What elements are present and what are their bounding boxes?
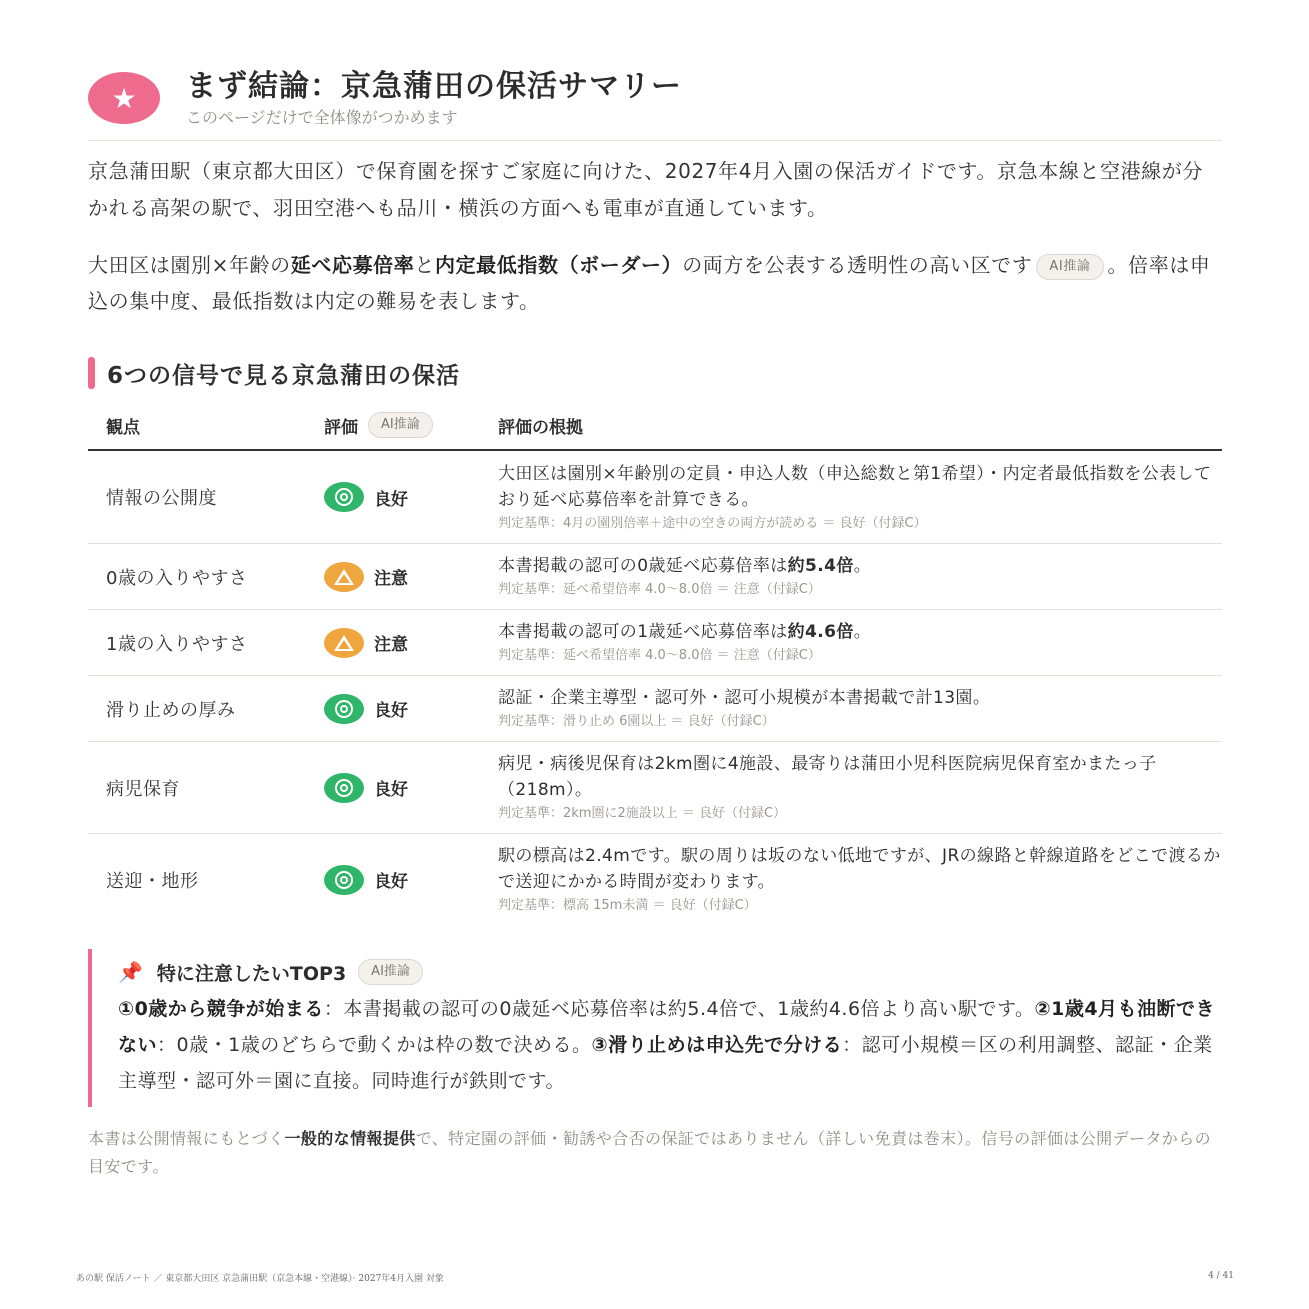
top3-callout xyxy=(88,949,1222,1107)
note-text: で、特定園の評価・勧誘や合否の保証ではありません（詳しい免責は巻末）。信号の評価は公開データからの目安です。 xyxy=(88,1129,1211,1176)
table-row xyxy=(88,610,1222,676)
basis-main: 病児・病後児保育は2km圏に4施設、最寄りは蒲田小児科医院病児保育室かまたっ子（218m）。 xyxy=(498,754,1157,800)
intro-emphasis: 内定最低指数（ボーダー） xyxy=(434,253,683,277)
caution-triangle-icon xyxy=(324,562,364,592)
callout-body xyxy=(118,991,1222,1099)
row-rating xyxy=(306,562,480,592)
note-emphasis: 一般的な情報提供 xyxy=(284,1129,416,1148)
rating-good xyxy=(324,773,408,803)
ai-inference-pill: AI推論 xyxy=(1036,254,1103,280)
table-row xyxy=(88,676,1222,742)
basis-end: 。 xyxy=(853,556,872,576)
rating-good xyxy=(324,482,408,512)
basis-end: 。 xyxy=(853,622,872,642)
footer-breadcrumb: あの駅 保活ノート ／ 東京都大田区 京急蒲田駅（京急本線・空港線）· 2027年4月入園 対象 xyxy=(76,1274,444,1284)
header-text xyxy=(186,68,682,128)
row-rating xyxy=(306,694,480,724)
table-row xyxy=(88,834,1222,925)
row-aspect: 送迎・地形 xyxy=(106,870,199,892)
table-row xyxy=(88,742,1222,834)
row-aspect: 滑り止めの厚み xyxy=(106,699,236,721)
row-basis xyxy=(480,843,1222,916)
intro-text: 大田区は園別×年齢の xyxy=(88,253,291,277)
page-content xyxy=(88,64,1222,1181)
rating-label: 注意 xyxy=(374,569,408,589)
page-number: 4 / 41 xyxy=(1208,1271,1234,1281)
basis-emphasis: 約4.6倍 xyxy=(787,622,854,642)
page-title: まず結論：京急蒲田の保活サマリー xyxy=(186,69,682,104)
table-row xyxy=(88,544,1222,610)
page-header xyxy=(88,64,1222,132)
point-3-text: ：認可小規模＝区の利用調整、認証・企業主導型・認可外＝園に直接。同時進行が鉄則です。 xyxy=(118,1034,1213,1092)
section-title: 6つの信号で見る京急蒲田の保活 xyxy=(107,362,461,389)
header-aspect: 観点 xyxy=(106,417,140,438)
good-signal-icon xyxy=(324,694,364,724)
disclaimer-note xyxy=(88,1125,1222,1181)
row-basis xyxy=(480,461,1222,534)
note-text: 本書は公開情報にもとづく xyxy=(88,1129,285,1148)
criteria-text: 判定基準：4月の園別倍率＋途中の空きの両方が読める ＝ 良好（付録C） xyxy=(498,515,927,531)
basis-main: 本書掲載の認可の0歳延べ応募倍率は xyxy=(498,556,788,576)
page-footer xyxy=(76,1271,1234,1284)
rating-label: 注意 xyxy=(374,635,408,655)
criteria-text: 判定基準：延べ希望倍率 4.0〜8.0倍 ＝ 注意（付録C） xyxy=(498,648,821,663)
row-basis xyxy=(480,619,1222,666)
caution-triangle-icon xyxy=(324,628,364,658)
section-heading xyxy=(88,355,1222,391)
row-rating xyxy=(306,773,480,803)
row-aspect: 情報の公開度 xyxy=(106,488,217,509)
basis-text xyxy=(498,461,1222,513)
point-2-text: ：0歳・1歳のどちらで動くかは枠の数で決める。 xyxy=(157,1034,592,1056)
pushpin-icon: 📌 xyxy=(118,960,143,984)
basis-text xyxy=(498,685,1222,711)
rating-label: 良好 xyxy=(374,489,408,510)
star-icon: ★ xyxy=(88,72,160,124)
intro-text: の両方を公表する透明性の高い区です xyxy=(682,253,1033,277)
row-aspect: 1歳の入りやすさ xyxy=(106,633,248,655)
row-basis xyxy=(480,751,1222,824)
good-signal-icon xyxy=(324,865,364,895)
table-row xyxy=(88,451,1222,544)
rating-caution xyxy=(324,628,408,658)
header-divider xyxy=(88,140,1222,141)
row-basis xyxy=(480,685,1222,732)
point-1-text: ：本書掲載の認可の0歳延べ応募倍率は約5.4倍で、1歳約4.6倍より高い駅です。 xyxy=(323,998,1035,1020)
header-basis: 評価の根拠 xyxy=(498,417,583,438)
rating-caution xyxy=(324,562,408,592)
signal-table-body xyxy=(88,451,1222,925)
criteria-text: 判定基準：延べ希望倍率 4.0〜8.0倍 ＝ 注意（付録C） xyxy=(498,582,821,597)
rating-good xyxy=(324,694,408,724)
rating-label: 良好 xyxy=(374,872,408,892)
basis-main: 大田区は園別×年齢別の定員・申込人数（申込総数と第1希望）・内定者最低指数を公表しており延べ応募倍率を計算できる。 xyxy=(498,463,1212,510)
basis-main: 本書掲載の認可の1歳延べ応募倍率は xyxy=(498,622,788,642)
basis-text xyxy=(498,751,1222,803)
row-rating xyxy=(306,482,480,512)
rating-label: 良好 xyxy=(374,701,408,721)
good-signal-icon xyxy=(324,482,364,512)
basis-text xyxy=(498,843,1222,895)
intro-paragraph-2 xyxy=(88,247,1222,319)
criteria-text: 判定基準：標高 15m未満 ＝ 良好（付録C） xyxy=(498,898,757,913)
row-basis xyxy=(480,553,1222,600)
header-rating-label: 評価 xyxy=(324,417,358,438)
intro-text: 。倍率は申込の集中度、最低指数は内定の難易を表します。 xyxy=(88,253,1211,313)
row-rating xyxy=(306,628,480,658)
point-2-title: ②1歳4月も油断できない xyxy=(118,998,1216,1056)
criteria-text: 判定基準：2km圏に2施設以上 ＝ 良好（付録C） xyxy=(498,806,787,821)
intro-emphasis: 延べ応募倍率 xyxy=(290,253,415,277)
basis-emphasis: 約5.4倍 xyxy=(787,556,854,576)
intro-text: と xyxy=(414,253,435,277)
callout-title: 特に注意したいTOP3 xyxy=(156,962,347,985)
criteria-text: 判定基準：滑り止め 6園以上 ＝ 良好（付録C） xyxy=(498,714,775,729)
rating-good xyxy=(324,865,408,895)
good-signal-icon xyxy=(324,773,364,803)
point-3-title: ③滑り止めは申込先で分ける xyxy=(591,1034,843,1056)
basis-main: 認証・企業主導型・認可外・認可小規模が本書掲載で計13園。 xyxy=(498,688,991,708)
ai-inference-pill: AI推論 xyxy=(368,412,433,438)
row-rating xyxy=(306,865,480,895)
point-1-title: ①0歳から競争が始まる xyxy=(118,998,324,1020)
rating-label: 良好 xyxy=(374,780,408,800)
callout-header xyxy=(118,955,1222,989)
row-aspect: 病児保育 xyxy=(106,778,180,800)
header-rating xyxy=(306,412,480,438)
page-subtitle: このページだけで全体像がつかめます xyxy=(186,108,458,127)
intro-paragraph-1: 京急蒲田駅（東京都大田区）で保育園を探すご家庭に向けた、2027年4月入園の保活ガイドです。京急本線と空港線が分かれる高架の駅で、羽田空港へも品川・横浜の方面へも電車が直通しています。 xyxy=(88,159,1204,220)
ai-inference-pill: AI推論 xyxy=(358,959,423,985)
table-header xyxy=(88,401,1222,451)
section-accent-bar xyxy=(88,357,95,389)
basis-main: 駅の標高は2.4mです。駅の周りは坂のない低地ですが、JRの線路と幹線道路をどこで渡るかで送迎にかかる時間が変わります。 xyxy=(498,846,1221,892)
row-aspect: 0歳の入りやすさ xyxy=(106,567,248,589)
basis-text xyxy=(498,553,1222,579)
basis-text xyxy=(498,619,1222,645)
